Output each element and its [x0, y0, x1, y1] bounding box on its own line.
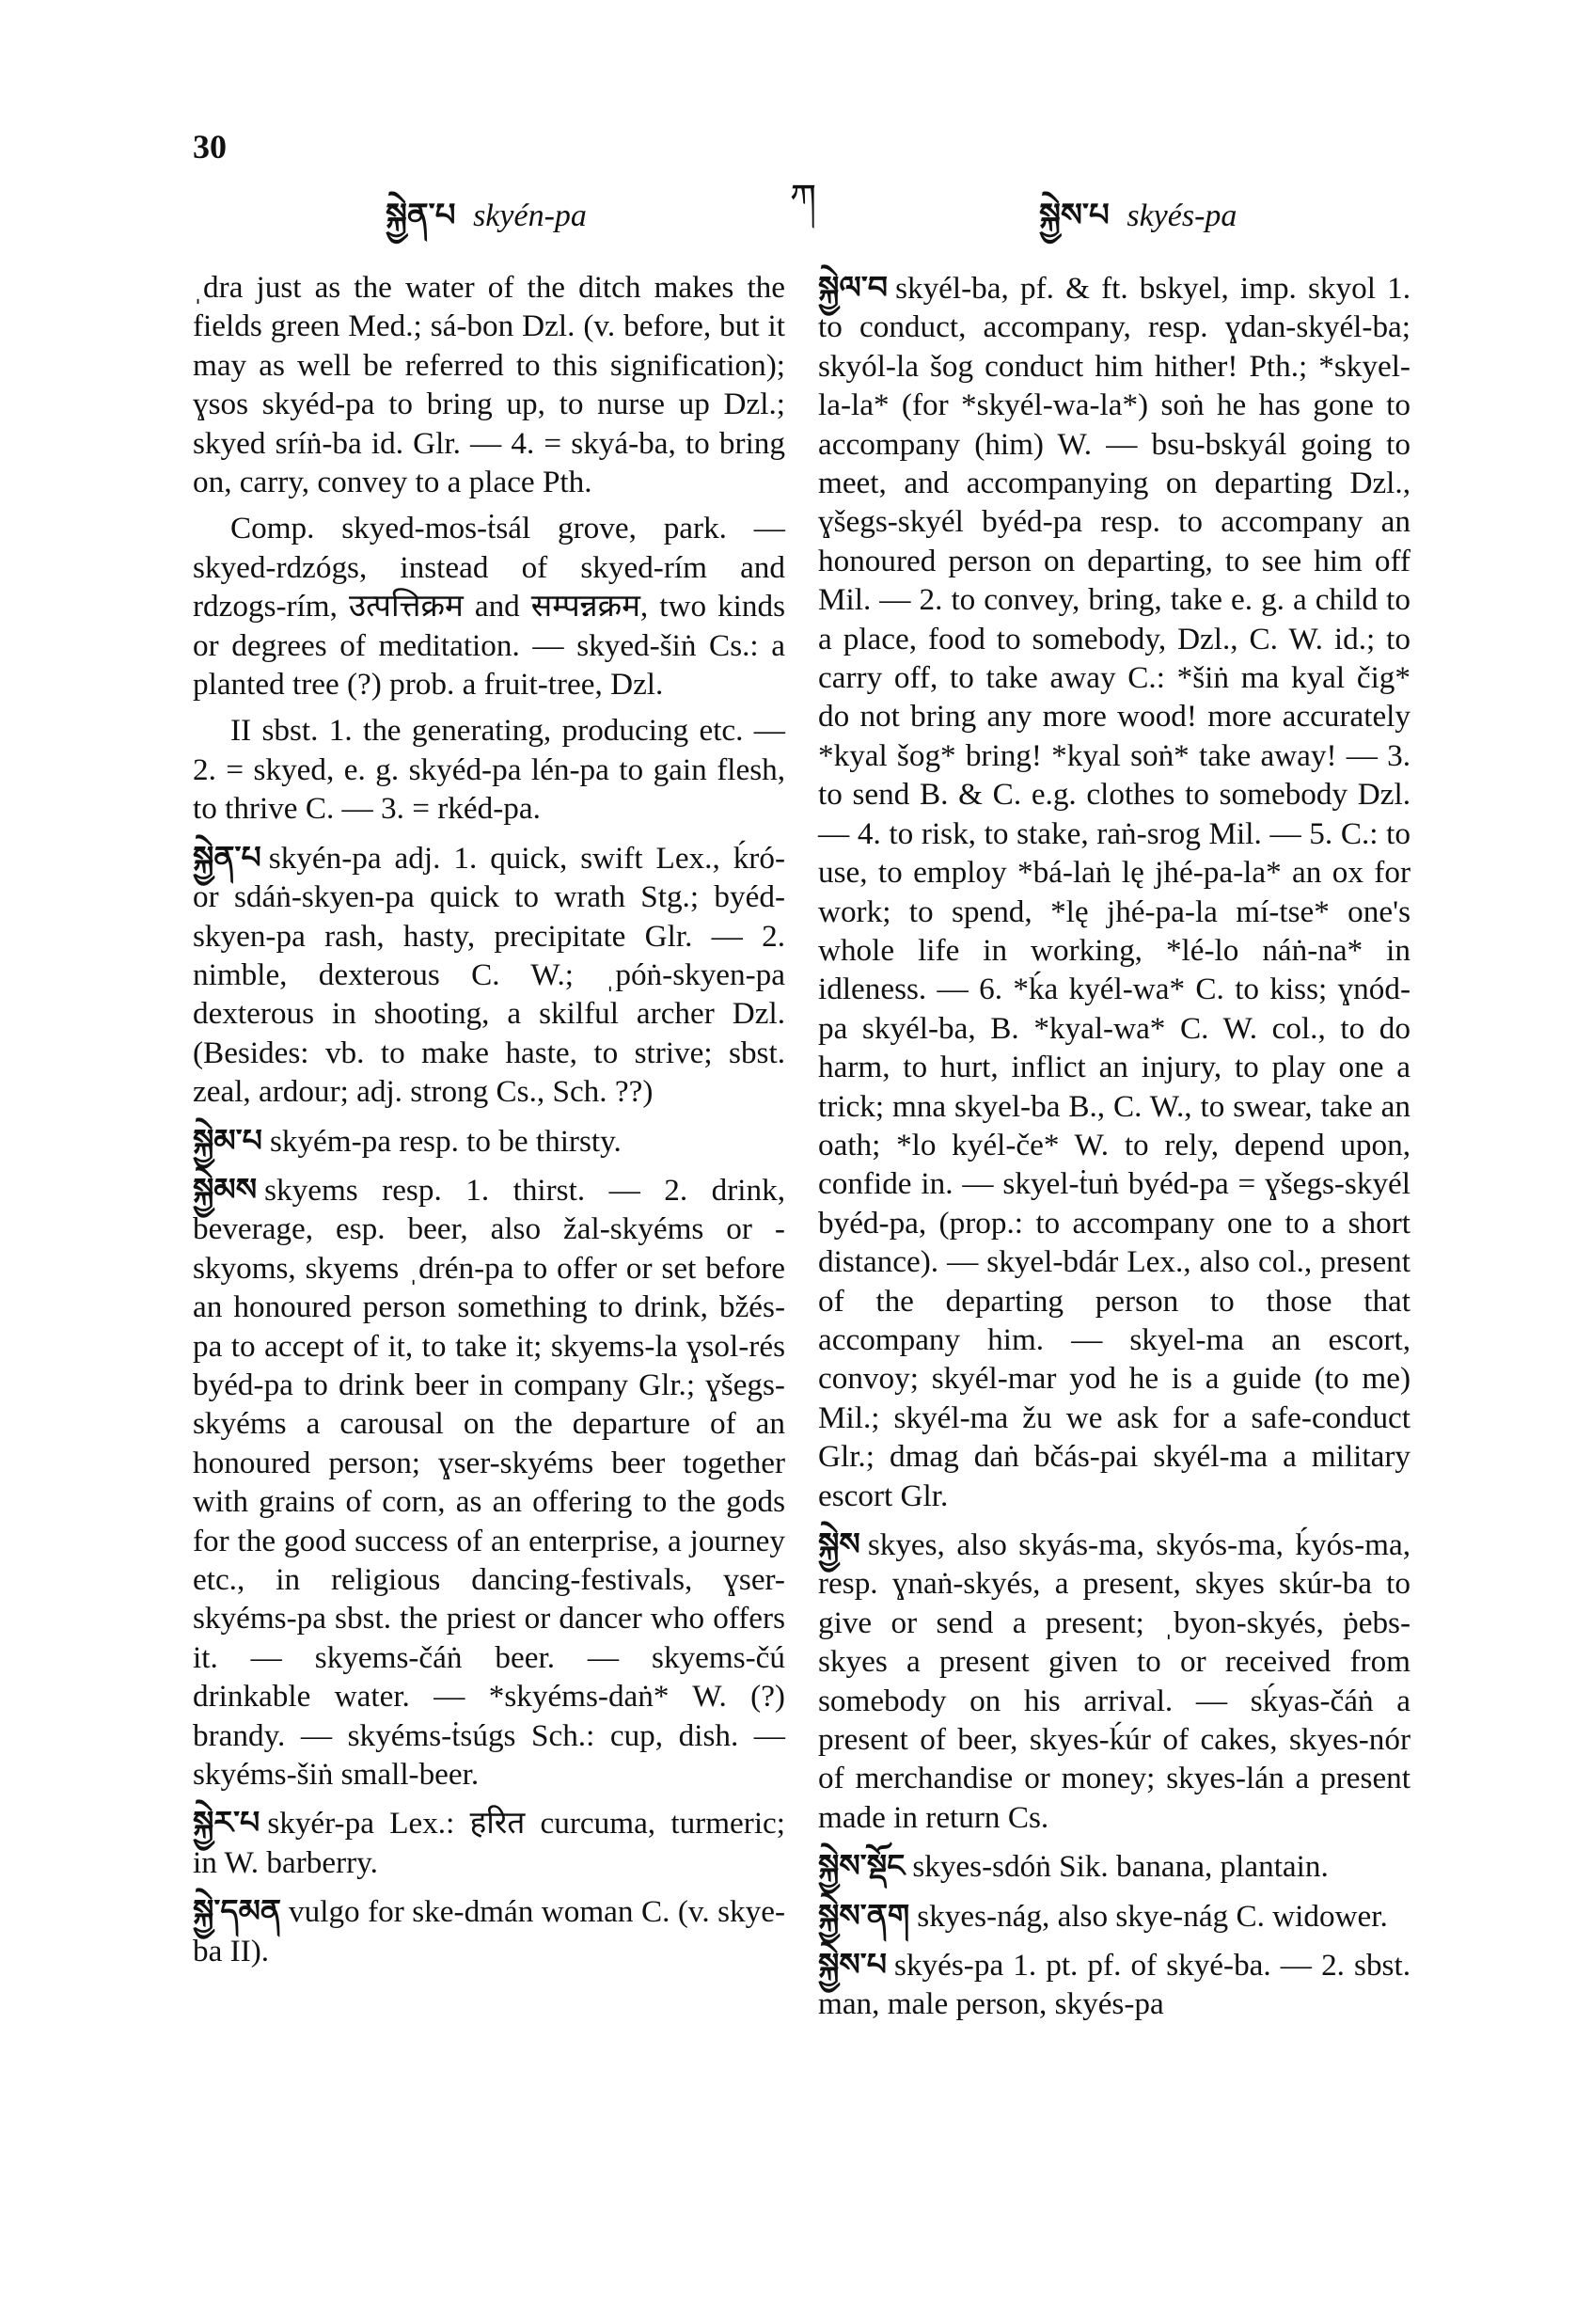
- entry-text: skyes-nág, also skye-nág C. widower.: [917, 1898, 1388, 1934]
- dictionary-entry: [818, 1846, 1411, 1886]
- dictionary-entry: [818, 1896, 1411, 1936]
- entry-text: skyér-pa Lex.: हरित curcuma, turmeric; in W. barberry.: [193, 1806, 785, 1880]
- entry-text: vulgo for ske-dmán woman C. (v. skye-ba II).: [193, 1894, 785, 1968]
- dictionary-entry: [193, 1170, 785, 1794]
- entry-headword-tibetan: སྐྱེ་དམན: [193, 1892, 282, 1930]
- page-number: 30: [193, 128, 227, 166]
- dictionary-entry: [818, 1945, 1411, 2024]
- paragraph: II sbst. 1. the generating, producing etc. — 2. = skyed, e. g. skyéd-pa lén-pa to gain flesh, to thrive C. — 3. = rkéd-pa.: [193, 713, 785, 827]
- entry-headword-tibetan: སྐྱེས: [818, 1526, 860, 1562]
- paragraph: ˌdra just as the water of the ditch makes the fields green Med.; sá-bon Dzl. (v. before, but it may as well be referred to this signification); ɣsos skyéd-pa to bring up, to nurse up Dzl.; skyed sríṅ-ba id. Glr. — 4. = skyá-ba, to bring on, carry, convey to a place Pth.: [193, 270, 785, 500]
- entry-headword-tibetan: སྐྱེལ་བ: [818, 269, 889, 306]
- left-column: [193, 268, 785, 1978]
- entry-text: skyén-pa adj. 1. quick, swift Lex., ḱró- or sdáṅ-skyen-pa quick to wrath Stg.; byéd-skyen-pa rash, hasty, precipitate Glr. — 2. nimble, dexterous C. W.; ˌpóṅ-skyen-pa dexterous in shooting, a skilful archer Dzl. (Besides: vb. to make haste, to strive; sbst. zeal, ardour; adj. strong Cs., Sch. ??): [193, 840, 785, 1110]
- dictionary-entry: [818, 1525, 1411, 1837]
- entry-text: skyes-sdóṅ Sik. banana, plantain.: [912, 1849, 1329, 1885]
- running-head-left-roman: skyén-pa: [473, 198, 587, 233]
- entry-text: skyél-ba, pf. & ft. bskyel, imp. skyol 1. to conduct, accompany, resp. ɣdan-skyél-ba; skyól-la šog conduct him hither! Pth.; *skyel-la-la* (for *skyél-wa-la*) soṅ he has gone to accompany (him) W. — bsu-bskyál going to meet, and accompanying on departing Dzl., ɣšegs-skyél byéd-pa resp. to accompany an honoured person on departing, to see him off Mil. — 2. to convey, bring, take e. g. a child to a place, food to somebody, Dzl., C. W. id.; to carry off, to take away C.: *šiṅ ma kyal čig* do not bring any more wood! more accurately *kyal šog* bring! *kyal soṅ* take away! — 3. to send B. & C. e.g. clothes to somebody Dzl. — 4. to risk, to stake, raṅ-srog Mil. — 5. C.: to use, to employ *bá-laṅ lę jhé-pa-la* an ox for work; to spend, *lę jhé-pa-la mí-tse* one's whole life in working, *lé-lo náṅ-na* in idleness. — 6. *ḱa kyél-wa* C. to kiss; ɣnód-pa skyél-ba, B. *kyal-wa* C. W. col., to do harm, to hurt, inflict an injury, to play one a trick; mna skyel-ba B., C. W., to swear, take an oath; *lo kyél-če* W. to rely, depend upon, confide in. — skyel-ṫuṅ byéd-pa = ɣšegs-skyél byéd-pa, (prop.: to accompany one to a short distance). — skyel-bdár Lex., also col., present of the departing person to those that accompany him. — skyel-ma an escort, convoy; skyél-mar yod he is a guide (to me) Mil.; skyél-ma žu we ask for a safe-conduct Glr.; dmag daṅ bčás-pai skyél-ma a military escort Glr.: [818, 271, 1411, 1513]
- dictionary-entry: [193, 1803, 785, 1882]
- tibetan-page-numeral: ཀ: [790, 177, 817, 220]
- entry-headword-tibetan: སྐྱེམ་པ: [193, 1121, 262, 1159]
- running-head-right-roman: skyés-pa: [1127, 198, 1237, 233]
- entry-headword-tibetan: སྐྱེས་ནག: [818, 1896, 910, 1934]
- entry-headword-tibetan: སྐྱེར་པ: [193, 1804, 260, 1842]
- running-head-right-tibetan: སྐྱེས་པ: [1039, 197, 1110, 234]
- dictionary-entry: [818, 268, 1411, 1515]
- entry-headword-tibetan: སྐྱེན་པ: [193, 838, 261, 876]
- running-head-left: [386, 179, 587, 269]
- running-head-right: [1039, 179, 1237, 269]
- running-head-left-tibetan: སྐྱེན་པ: [386, 197, 456, 234]
- paragraph: Comp. skyed-mos-ṫsál grove, park. — skyed-rdzógs, instead of skyed-rím and rdzogs-rím, उत्पत्तिक्रम and सम्पन्नक्रम, two kinds or degrees of meditation. — skyed-šiṅ Cs.: a planted tree (?) prob. a fruit-tree, Dzl.: [193, 511, 785, 703]
- entry-text: skyés-pa 1. pt. pf. of skyé-ba. — 2. sbst. man, male person, skyés-pa: [818, 1948, 1411, 2022]
- dictionary-entry: [193, 1891, 785, 1970]
- entry-headword-tibetan: སྐྱེམས: [193, 1170, 258, 1208]
- dictionary-entry: [193, 838, 785, 1112]
- entry-headword-tibetan: སྐྱེས་པ: [818, 1946, 888, 1984]
- right-column: [818, 268, 1411, 2032]
- entry-text: skyém-pa resp. to be thirsty.: [269, 1123, 622, 1159]
- entry-text: skyes, also skyás-ma, skyós-ma, ḱyós-ma, resp. ɣnaṅ-skyés, a present, skyes skúr-ba to give or send a present; ˌbyon-skyés, ṗebs-skyes a present given to or received from somebody on his arrival. — sḱyas-čáṅ a present of beer, skyes-ḱúr of cakes, skyes-nór of merchandise or money; skyes-lán a present made in return Cs.: [818, 1527, 1411, 1835]
- entry-text: skyems resp. 1. thirst. — 2. drink, beverage, esp. beer, also žal-skyéms or -skyoms, skyems ˌdrén-pa to offer or set before an honoured person something to drink, bžés-pa to accept of it, to take it; skyems-la ɣsol-rés byéd-pa to drink beer in company Glr.; ɣšegs-skyéms a carousal on the departure of an honoured person; ɣser-skyéms beer together with grains of corn, as an offering to the gods for the good success of an enterprise, a journey etc., in religious dancing-festivals, ɣser-skyéms-pa sbst. the priest or dancer who offers it. — skyems-čáṅ beer. — skyems-čú drinkable water. — *skyéms-daṅ* W. (?) brandy. — skyéms-ṫsúgs Sch.: cup, dish. — skyéms-šiṅ small-beer.: [193, 1172, 785, 1793]
- dictionary-entry: [193, 1121, 785, 1161]
- entry-headword-tibetan: སྐྱེས་སྡོང: [818, 1847, 906, 1885]
